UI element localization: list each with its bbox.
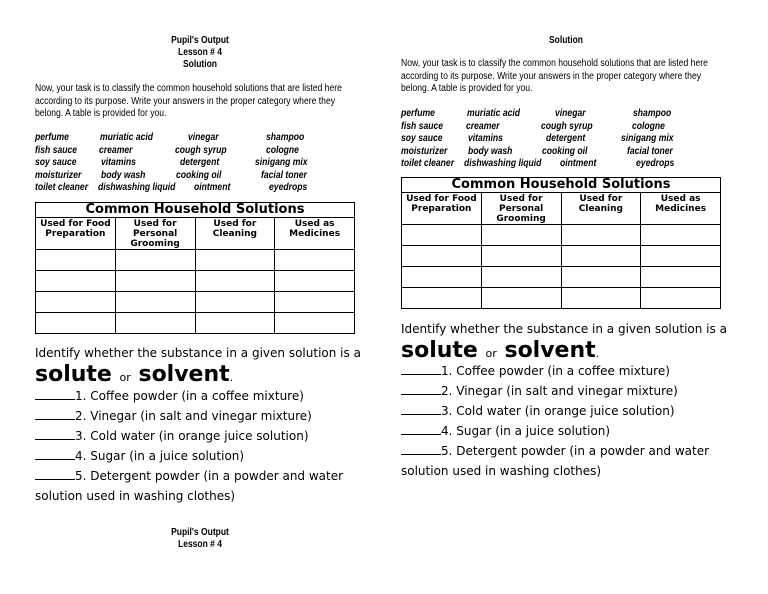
question-item xyxy=(35,466,343,486)
answer-blank[interactable] xyxy=(401,402,441,415)
period: . xyxy=(229,371,234,384)
table-cell[interactable] xyxy=(481,225,561,246)
word: shampoo xyxy=(633,108,672,119)
table-cell[interactable] xyxy=(195,313,275,334)
word: cough syrup xyxy=(175,145,227,156)
table-row xyxy=(36,271,355,292)
table-cell[interactable] xyxy=(641,246,721,267)
table-row xyxy=(402,246,721,267)
or-word: or xyxy=(119,371,131,384)
answer-blank[interactable] xyxy=(401,422,441,435)
word: facial toner xyxy=(261,170,307,181)
table-row xyxy=(402,225,721,246)
question-item xyxy=(401,381,709,401)
word: soy sauce xyxy=(401,133,443,144)
table-cell[interactable] xyxy=(641,288,721,309)
word: vitamins xyxy=(101,157,136,168)
answer-blank[interactable] xyxy=(35,467,75,480)
table-cell[interactable] xyxy=(402,246,482,267)
word: detergent xyxy=(546,133,586,144)
left-instructions: Now, your task is to classify the common household solutions that are listed here according to its purpose. Write your answers in the proper category where they belong. A table is provided for you. xyxy=(35,83,342,119)
table-cell[interactable] xyxy=(275,313,355,334)
table-cell[interactable] xyxy=(36,250,116,271)
question-item xyxy=(35,386,343,406)
table-cell[interactable] xyxy=(36,271,116,292)
table-cell[interactable] xyxy=(115,271,195,292)
table-cell[interactable] xyxy=(115,313,195,334)
answer-blank[interactable] xyxy=(35,447,75,460)
table-cell[interactable] xyxy=(115,250,195,271)
table-row xyxy=(36,313,355,334)
question-text: 4. Sugar (in a juice solution) xyxy=(75,449,245,463)
word: toilet cleaner xyxy=(401,158,455,169)
table-row xyxy=(36,250,355,271)
word: fish sauce xyxy=(401,121,444,132)
question-list xyxy=(35,386,343,506)
question-item xyxy=(401,361,709,381)
column-header: Used as Medicines xyxy=(641,193,721,225)
question-text: 1. Coffee powder (in a coffee mixture) xyxy=(75,389,304,403)
answer-blank[interactable] xyxy=(35,427,75,440)
identify-prompt: Identify whether the substance in a given solution is a xyxy=(401,322,727,336)
table-cell[interactable] xyxy=(195,292,275,313)
word: ointment xyxy=(560,158,597,169)
right-solutions-table xyxy=(401,177,721,309)
question-item xyxy=(35,426,343,446)
table-cell[interactable] xyxy=(481,267,561,288)
answer-blank[interactable] xyxy=(401,442,441,455)
question-item xyxy=(401,401,709,421)
table-cell[interactable] xyxy=(275,292,355,313)
period: . xyxy=(595,347,600,360)
word: sinigang mix xyxy=(255,157,308,168)
answer-blank[interactable] xyxy=(35,387,75,400)
question-text: 5. Detergent powder (in a powder and water xyxy=(441,444,710,458)
word: detergent xyxy=(180,157,220,168)
table-cell[interactable] xyxy=(641,267,721,288)
question-text: 3. Cold water (in orange juice solution) xyxy=(75,429,309,443)
question-continuation: solution used in washing clothes) xyxy=(35,489,236,503)
word: cough syrup xyxy=(541,121,593,132)
column-header: Used for Food Preparation xyxy=(402,193,482,225)
word: ointment xyxy=(194,182,231,193)
table-cell[interactable] xyxy=(561,288,641,309)
word: creamer xyxy=(466,121,500,132)
column-header: Used for Cleaning xyxy=(561,193,641,225)
answer-blank[interactable] xyxy=(35,407,75,420)
word: cooking oil xyxy=(176,170,222,181)
word: cooking oil xyxy=(542,146,588,157)
word: sinigang mix xyxy=(621,133,674,144)
table-cell[interactable] xyxy=(36,313,116,334)
table-row xyxy=(36,292,355,313)
table-cell[interactable] xyxy=(275,271,355,292)
footer-title: Pupil's Output xyxy=(171,527,229,538)
column-header: Used for Cleaning xyxy=(195,218,275,250)
table-cell[interactable] xyxy=(561,246,641,267)
word: creamer xyxy=(99,145,133,156)
table-cell[interactable] xyxy=(195,271,275,292)
table-cell[interactable] xyxy=(402,225,482,246)
column-header: Used for Food Preparation xyxy=(36,218,116,250)
answer-blank[interactable] xyxy=(401,362,441,375)
word: eyedrops xyxy=(636,158,675,169)
table-cell[interactable] xyxy=(402,288,482,309)
solute-word: solute xyxy=(35,362,112,387)
word: moisturizer xyxy=(35,170,82,181)
left-solutions-table xyxy=(35,202,355,334)
question-text: 1. Coffee powder (in a coffee mixture) xyxy=(441,364,670,378)
question-item xyxy=(401,421,709,441)
table-cell[interactable] xyxy=(36,292,116,313)
question-continuation: solution used in washing clothes) xyxy=(401,464,602,478)
column-header: Used for Personal Grooming xyxy=(481,193,561,225)
word: body wash xyxy=(101,170,146,181)
word: dishwashing liquid xyxy=(464,158,542,169)
table-cell[interactable] xyxy=(275,250,355,271)
word: eyedrops xyxy=(269,182,308,193)
table-cell[interactable] xyxy=(402,267,482,288)
table-cell[interactable] xyxy=(115,292,195,313)
word: muriatic acid xyxy=(467,108,521,119)
column-header: Used as Medicines xyxy=(275,218,355,250)
word: fish sauce xyxy=(35,145,78,156)
table-cell[interactable] xyxy=(561,225,641,246)
word: perfume xyxy=(401,108,435,119)
table-row xyxy=(402,288,721,309)
word: moisturizer xyxy=(401,146,448,157)
right-instructions: Now, your task is to classify the common household solutions that are listed here according to its purpose. Write your answers in the proper category where they belong. A table is provided for you. xyxy=(401,58,708,94)
word: facial toner xyxy=(627,146,673,157)
question-text: 3. Cold water (in orange juice solution) xyxy=(441,404,675,418)
header-subject: Solution xyxy=(183,59,217,70)
word: toilet cleaner xyxy=(35,182,89,193)
solvent-word: solvent xyxy=(504,338,596,363)
word: cologne xyxy=(632,121,665,132)
solvent-word: solvent xyxy=(138,362,230,387)
question-text: 4. Sugar (in a juice solution) xyxy=(441,424,611,438)
word: shampoo xyxy=(266,132,305,143)
table-title: Common Household Solutions xyxy=(36,203,355,218)
column-header: Used for Personal Grooming xyxy=(115,218,195,250)
footer-lesson: Lesson # 4 xyxy=(178,539,222,550)
word: dishwashing liquid xyxy=(98,182,176,193)
word: vinegar xyxy=(555,108,586,119)
header-subject: Solution xyxy=(549,35,583,46)
table-cell[interactable] xyxy=(641,225,721,246)
table-cell[interactable] xyxy=(481,288,561,309)
word: cologne xyxy=(266,145,299,156)
question-item xyxy=(35,406,343,426)
or-word: or xyxy=(485,347,497,360)
table-cell[interactable] xyxy=(481,246,561,267)
word: vinegar xyxy=(188,132,219,143)
table-cell[interactable] xyxy=(195,250,275,271)
question-list xyxy=(401,361,709,481)
header-lesson: Lesson # 4 xyxy=(178,47,222,58)
word: vitamins xyxy=(468,133,503,144)
table-row xyxy=(402,267,721,288)
question-text: 5. Detergent powder (in a powder and water xyxy=(75,469,344,483)
left-header xyxy=(35,35,365,71)
question-item xyxy=(35,446,343,466)
right-header xyxy=(401,35,731,47)
left-footer xyxy=(35,527,365,551)
word: muriatic acid xyxy=(100,132,154,143)
table-title: Common Household Solutions xyxy=(402,178,721,193)
word: body wash xyxy=(468,146,513,157)
word: soy sauce xyxy=(35,157,77,168)
question-text: 2. Vinegar (in salt and vinegar mixture) xyxy=(441,384,678,398)
word: perfume xyxy=(35,132,69,143)
solute-word: solute xyxy=(401,338,478,363)
question-item xyxy=(401,441,709,461)
table-cell[interactable] xyxy=(561,267,641,288)
question-text: 2. Vinegar (in salt and vinegar mixture) xyxy=(75,409,312,423)
header-title: Pupil's Output xyxy=(171,35,229,46)
answer-blank[interactable] xyxy=(401,382,441,395)
identify-prompt: Identify whether the substance in a given solution is a xyxy=(35,346,361,360)
